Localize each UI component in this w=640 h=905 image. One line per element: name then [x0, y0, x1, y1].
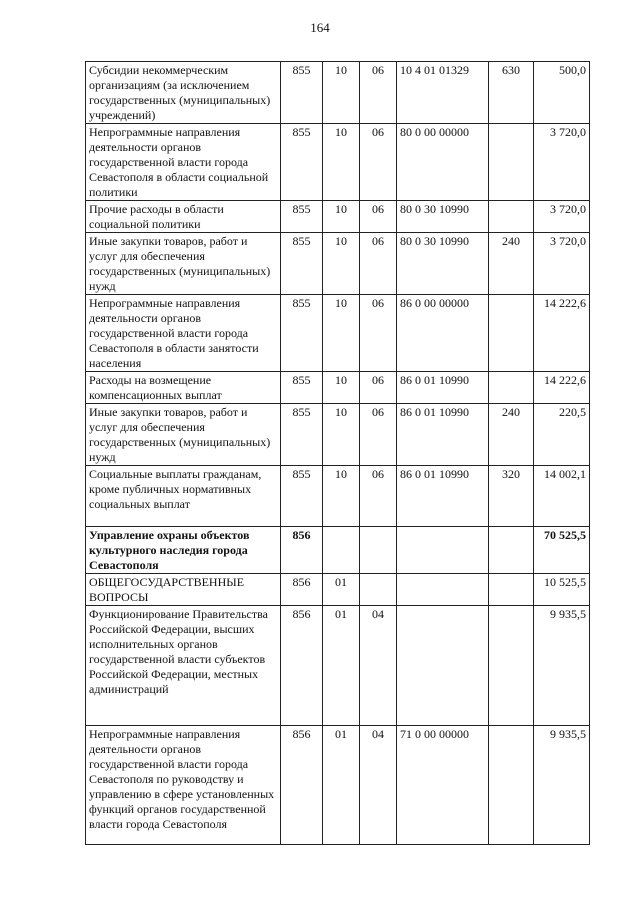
cell-expense-type — [489, 527, 534, 574]
cell-name: ОБЩЕГОСУДАРСТВЕННЫЕ ВОПРОСЫ — [86, 574, 281, 606]
cell-amount: 3 720,0 — [534, 124, 590, 201]
cell-target-article — [397, 527, 489, 574]
table-row — [86, 372, 590, 404]
cell-name: Непрограммные направления деятельности органов государственной власти города Севастополя по руководству и управлению в сфере установленных функций органов государственной власти города Севастополя — [86, 726, 281, 845]
cell-name: Иные закупки товаров, работ и услуг для обеспечения государственных (муниципальных) нужд — [86, 233, 281, 295]
table-row — [86, 201, 590, 233]
cell-section: 10 — [323, 201, 360, 233]
cell-target-article — [397, 606, 489, 726]
cell-subsection: 06 — [360, 295, 397, 372]
cell-expense-type: 240 — [489, 233, 534, 295]
cell-target-article: 10 4 01 01329 — [397, 62, 489, 124]
table-row — [86, 233, 590, 295]
cell-name: Функционирование Правительства Российской Федерации, высших исполнительных органов государственной власти субъектов Российской Федерации, местных администраций — [86, 606, 281, 726]
cell-subsection: 06 — [360, 404, 397, 466]
page-number: 164 — [310, 20, 330, 35]
cell-amount: 70 525,5 — [534, 527, 590, 574]
budget-table — [85, 61, 590, 845]
cell-grbs: 855 — [281, 295, 323, 372]
cell-name: Социальные выплаты гражданам, кроме публичных нормативных социальных выплат — [86, 466, 281, 527]
cell-grbs: 855 — [281, 201, 323, 233]
cell-expense-type — [489, 574, 534, 606]
cell-subsection — [360, 574, 397, 606]
table-row — [86, 295, 590, 372]
cell-section: 10 — [323, 466, 360, 527]
cell-section: 10 — [323, 372, 360, 404]
cell-target-article: 86 0 00 00000 — [397, 295, 489, 372]
cell-section: 10 — [323, 62, 360, 124]
cell-amount: 9 935,5 — [534, 606, 590, 726]
cell-grbs: 855 — [281, 404, 323, 466]
cell-grbs: 856 — [281, 726, 323, 845]
cell-name: Управление охраны объектов культурного наследия города Севастополя — [86, 527, 281, 574]
cell-target-article: 86 0 01 10990 — [397, 466, 489, 527]
cell-section: 01 — [323, 574, 360, 606]
cell-name: Иные закупки товаров, работ и услуг для обеспечения государственных (муниципальных) нужд — [86, 404, 281, 466]
cell-target-article: 80 0 30 10990 — [397, 233, 489, 295]
cell-section: 10 — [323, 124, 360, 201]
cell-section: 10 — [323, 404, 360, 466]
cell-subsection: 06 — [360, 233, 397, 295]
cell-amount: 10 525,5 — [534, 574, 590, 606]
cell-grbs: 855 — [281, 466, 323, 527]
table-row — [86, 574, 590, 606]
cell-section — [323, 527, 360, 574]
table-row — [86, 62, 590, 124]
cell-subsection: 06 — [360, 372, 397, 404]
cell-target-article: 80 0 30 10990 — [397, 201, 489, 233]
cell-subsection: 06 — [360, 124, 397, 201]
cell-expense-type — [489, 124, 534, 201]
table-row — [86, 726, 590, 845]
cell-amount: 9 935,5 — [534, 726, 590, 845]
cell-subsection: 06 — [360, 466, 397, 527]
cell-subsection: 06 — [360, 62, 397, 124]
cell-name: Непрограммные направления деятельности органов государственной власти города Севастополя в области социальной политики — [86, 124, 281, 201]
cell-name: Непрограммные направления деятельности органов государственной власти города Севастополя в области занятости населения — [86, 295, 281, 372]
cell-section: 01 — [323, 606, 360, 726]
cell-amount: 14 222,6 — [534, 295, 590, 372]
table-row — [86, 466, 590, 527]
cell-expense-type: 630 — [489, 62, 534, 124]
cell-amount: 220,5 — [534, 404, 590, 466]
cell-expense-type — [489, 295, 534, 372]
cell-expense-type — [489, 726, 534, 845]
cell-target-article: 86 0 01 10990 — [397, 404, 489, 466]
cell-name: Расходы на возмещение компенсационных выплат — [86, 372, 281, 404]
cell-grbs: 855 — [281, 62, 323, 124]
table-row — [86, 124, 590, 201]
cell-target-article: 86 0 01 10990 — [397, 372, 489, 404]
cell-amount: 3 720,0 — [534, 201, 590, 233]
cell-grbs: 856 — [281, 527, 323, 574]
cell-target-article: 80 0 00 00000 — [397, 124, 489, 201]
cell-grbs: 855 — [281, 124, 323, 201]
cell-section: 10 — [323, 233, 360, 295]
cell-expense-type — [489, 201, 534, 233]
table-row — [86, 527, 590, 574]
table-row — [86, 606, 590, 726]
cell-grbs: 856 — [281, 574, 323, 606]
cell-subsection: 06 — [360, 201, 397, 233]
cell-section: 01 — [323, 726, 360, 845]
cell-subsection — [360, 527, 397, 574]
cell-grbs: 856 — [281, 606, 323, 726]
table-row — [86, 404, 590, 466]
cell-amount: 500,0 — [534, 62, 590, 124]
cell-target-article: 71 0 00 00000 — [397, 726, 489, 845]
cell-expense-type: 240 — [489, 404, 534, 466]
cell-expense-type — [489, 372, 534, 404]
budget-table-body — [86, 62, 590, 845]
cell-name: Прочие расходы в области социальной политики — [86, 201, 281, 233]
cell-name: Субсидии некоммерческим организациям (за исключением государственных (муниципальных) учреждений) — [86, 62, 281, 124]
cell-section: 10 — [323, 295, 360, 372]
cell-subsection: 04 — [360, 726, 397, 845]
cell-amount: 14 222,6 — [534, 372, 590, 404]
cell-subsection: 04 — [360, 606, 397, 726]
cell-expense-type: 320 — [489, 466, 534, 527]
cell-target-article — [397, 574, 489, 606]
cell-expense-type — [489, 606, 534, 726]
cell-amount: 14 002,1 — [534, 466, 590, 527]
cell-grbs: 855 — [281, 372, 323, 404]
cell-amount: 3 720,0 — [534, 233, 590, 295]
cell-grbs: 855 — [281, 233, 323, 295]
